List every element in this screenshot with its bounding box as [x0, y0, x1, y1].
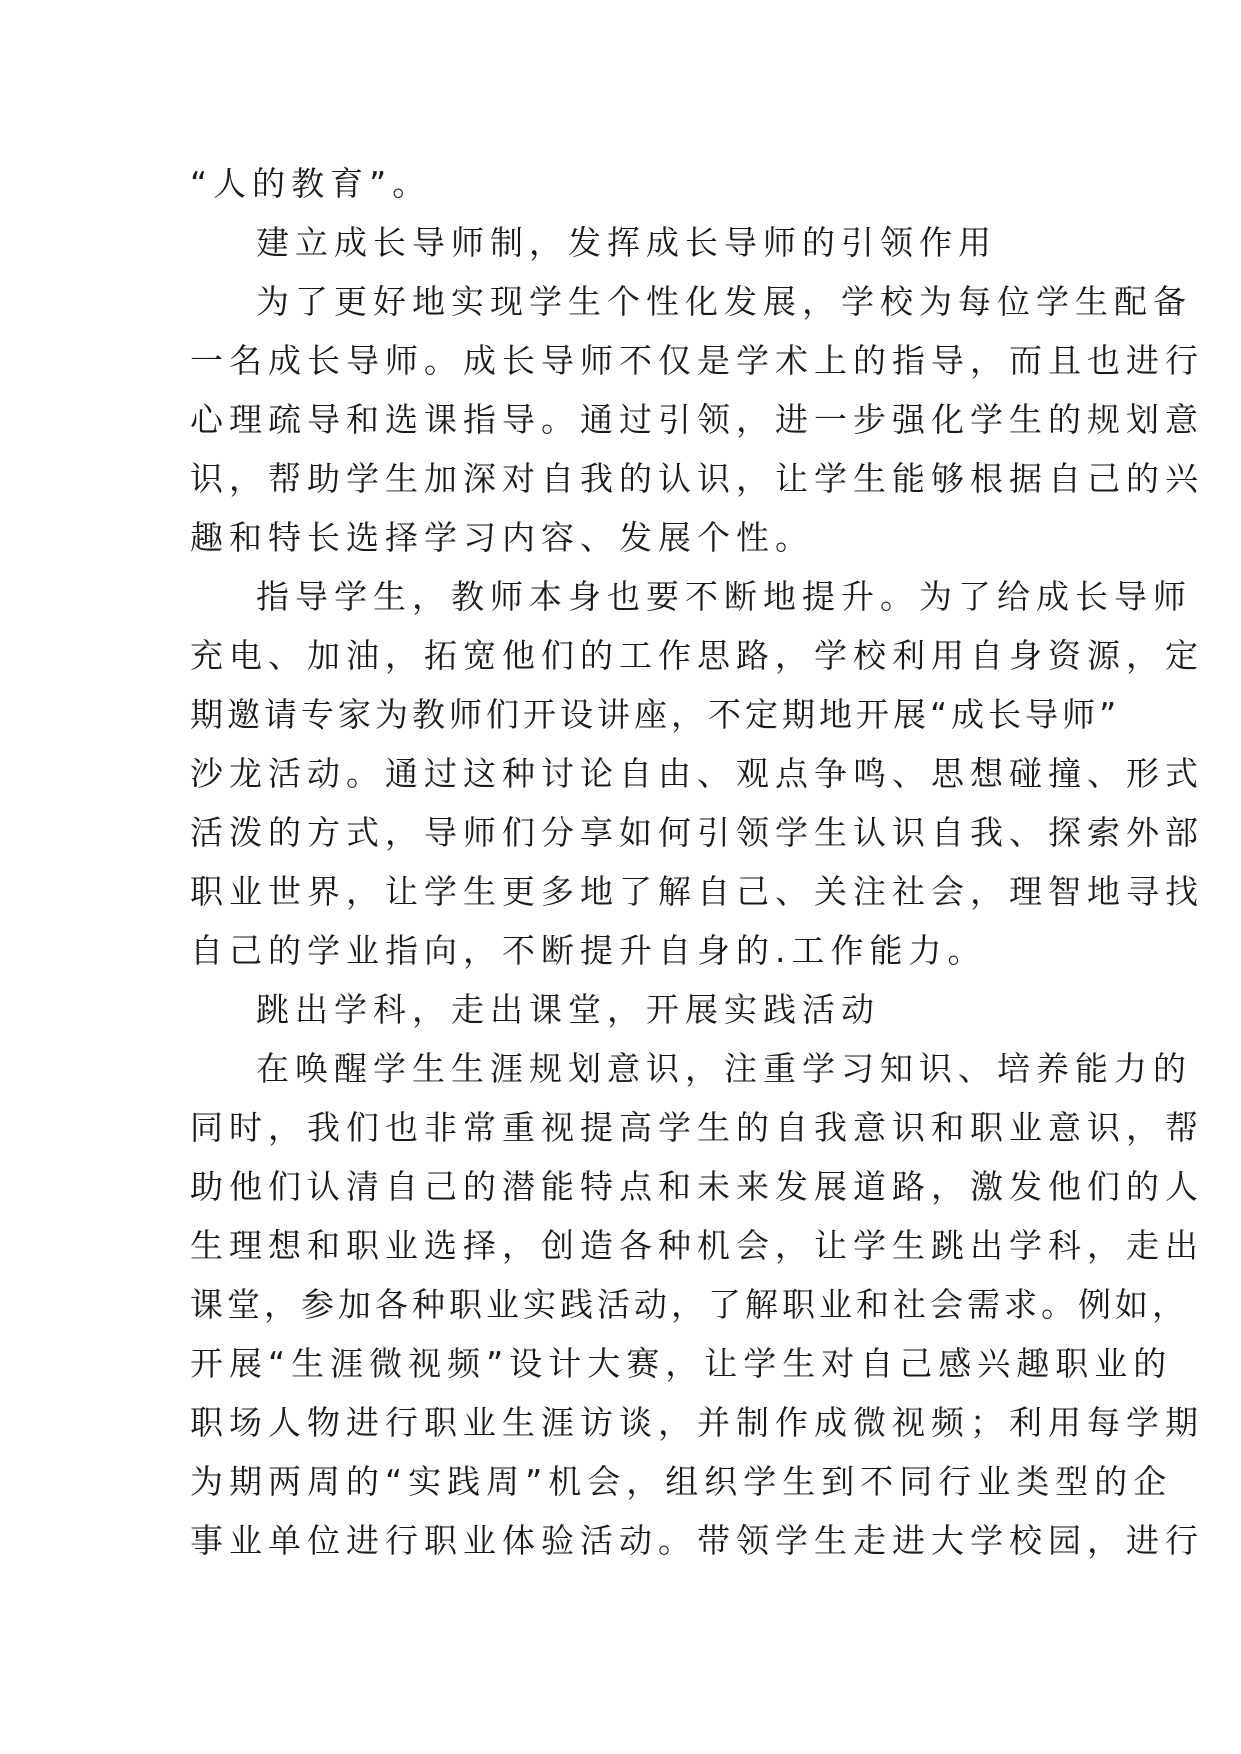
text-line: 期邀请专家为教师们开设讲座，不定期地开展“成长导师” — [190, 695, 1121, 734]
text-line: 沙龙活动。通过这种讨论自由、观点争鸣、思想碰撞、形式 — [190, 754, 1204, 793]
text-line: 为期两周的“实践周”机会，组织学生到不同行业类型的企 — [190, 1462, 1173, 1501]
text-line: 课堂，参加各种职业实践活动，了解职业和社会需求。例如， — [190, 1285, 1189, 1324]
text-line: 一名成长导师。成长导师不仅是学术上的指导，而且也进行 — [190, 341, 1204, 380]
text-line: 生理想和职业选择，创造各种机会，让学生跳出学科，走出 — [190, 1226, 1204, 1265]
text-line: 活泼的方式，导师们分享如何引领学生认识自我、探索外部 — [190, 813, 1204, 852]
text-line: 自己的学业指向，不断提升自身的.工作能力。 — [190, 931, 987, 970]
text-line: 助他们认清自己的潜能特点和未来发展道路，激发他们的人 — [190, 1167, 1204, 1206]
text-line: 充电、加油，拓宽他们的工作思路，学校利用自身资源，定 — [190, 636, 1204, 675]
text-line: 职业世界，让学生更多地了解自己、关注社会，理智地寻找 — [190, 872, 1204, 911]
text-line: 心理疏导和选课指导。通过引领，进一步强化学生的规划意 — [190, 400, 1204, 439]
paragraph-first-line: 在唤醒学生生涯规划意识，注重学习知识、培养能力的 — [256, 1049, 1192, 1088]
text-line: 事业单位进行职业体验活动。带领学生走进大学校园，进行 — [190, 1521, 1204, 1560]
text-line: 同时，我们也非常重视提高学生的自我意识和职业意识，帮 — [190, 1108, 1204, 1147]
section-heading: 建立成长导师制，发挥成长导师的引领作用 — [256, 223, 997, 262]
text-line: “人的教育”。 — [190, 164, 432, 203]
text-line: 识，帮助学生加深对自我的认识，让学生能够根据自己的兴 — [190, 459, 1204, 498]
paragraph-first-line: 指导学生，教师本身也要不断地提升。为了给成长导师 — [256, 577, 1192, 616]
section-heading: 跳出学科，走出课堂，开展实践活动 — [256, 990, 880, 1029]
text-line: 职场人物进行职业生涯访谈，并制作成微视频；利用每学期 — [190, 1403, 1204, 1442]
paragraph-first-line: 为了更好地实现学生个性化发展，学校为每位学生配备 — [256, 282, 1192, 321]
text-line: 趣和特长选择学习内容、发展个性。 — [190, 518, 814, 557]
text-line: 开展“生涯微视频”设计大赛，让学生对自己感兴趣职业的 — [190, 1344, 1173, 1383]
